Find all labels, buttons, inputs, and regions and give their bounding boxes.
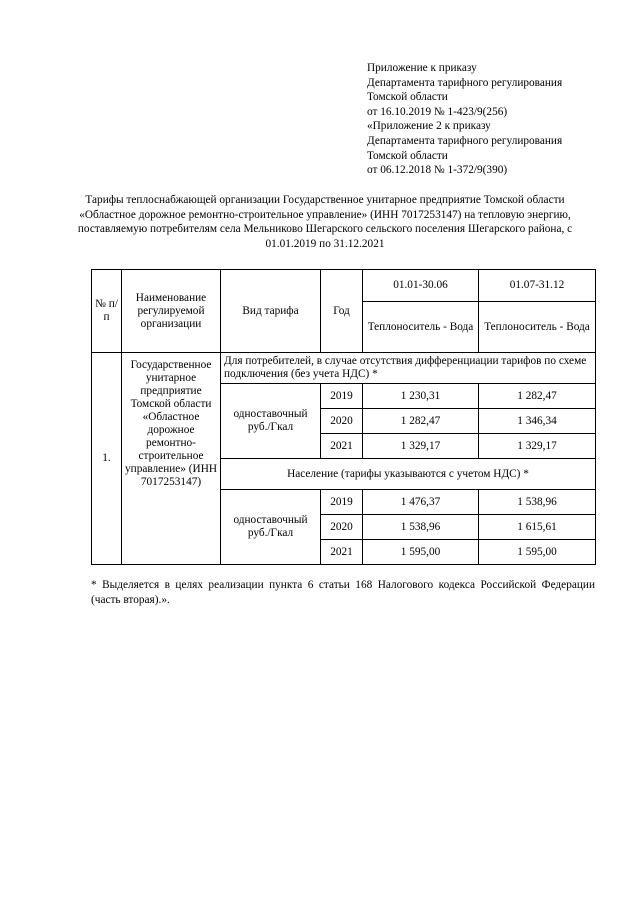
year-cell: 2021 xyxy=(321,434,363,459)
appendix-header xyxy=(367,61,627,178)
section-title: Для потребителей, в случае отсутствия дифференциации тарифов по схеме подключения (без учета НДС) * xyxy=(221,353,596,384)
header-line: «Приложение 2 к приказу xyxy=(367,120,491,133)
value-cell: 1 282,47 xyxy=(479,384,596,409)
value-cell: 1 230,31 xyxy=(363,384,479,409)
value-cell: 1 329,17 xyxy=(479,434,596,459)
header-line: Департамента тарифного регулирования xyxy=(367,134,563,147)
year-cell: 2019 xyxy=(321,490,363,515)
section-title: Население (тарифы указываются с учетом НДС) * xyxy=(221,459,596,490)
value-cell: 1 538,96 xyxy=(363,515,479,540)
document-title: Тарифы теплоснабжающей организации Государственное унитарное предприятие Томской области «Областное дорожное ремонтно-строительное управление» (ИНН 7017253147) на тепловую энергию, поставляемую потребителям села Мельниково Шегарского сельского поселения Шегарского района, с 01.01.2019 по 31.12.2021 xyxy=(77,194,573,250)
header-period-1: 01.01-30.06 xyxy=(363,270,479,302)
header-year: Год xyxy=(321,270,363,353)
header-line: Томской области xyxy=(367,91,448,104)
value-cell: 1 329,17 xyxy=(363,434,479,459)
header-organization: Наименование регулируемой организации xyxy=(122,270,221,353)
footnote: * Выделяется в целях реализации пункта 6 статьи 168 Налогового кодекса Российской Федерации (часть вторая).». xyxy=(91,579,595,606)
value-cell: 1 282,47 xyxy=(363,409,479,434)
header-line: Томской области xyxy=(367,149,448,162)
table-header-row xyxy=(92,270,596,302)
header-line: Приложение к приказу xyxy=(367,62,477,74)
value-cell: 1 615,61 xyxy=(479,515,596,540)
value-cell: 1 595,00 xyxy=(363,540,479,565)
tariff-kind: одноставочный руб./Гкал xyxy=(221,384,321,459)
header-medium-1: Теплоноситель - Вода xyxy=(363,302,479,353)
value-cell: 1 595,00 xyxy=(479,540,596,565)
year-cell: 2020 xyxy=(321,409,363,434)
value-cell: 1 538,96 xyxy=(479,490,596,515)
header-number: № п/п xyxy=(92,270,122,353)
year-cell: 2020 xyxy=(321,515,363,540)
tariff-table xyxy=(91,269,596,565)
section-title-row xyxy=(92,353,596,384)
value-cell: 1 476,37 xyxy=(363,490,479,515)
tariff-kind: одноставочный руб./Гкал xyxy=(221,490,321,565)
header-line: от 06.12.2018 № 1-372/9(390) xyxy=(367,164,508,177)
header-period-2: 01.07-31.12 xyxy=(479,270,596,302)
row-number: 1. xyxy=(92,353,122,565)
organization-name: Государственное унитарное предприятие Томской области «Областное дорожное ремонтно-строительное управление» (ИНН 7017253147) xyxy=(122,353,221,565)
year-cell: 2019 xyxy=(321,384,363,409)
header-line: от 16.10.2019 № 1-423/9(256) xyxy=(367,105,508,118)
year-cell: 2021 xyxy=(321,540,363,565)
header-line: Департамента тарифного регулирования xyxy=(367,76,563,89)
header-tariff-type: Вид тарифа xyxy=(221,270,321,353)
value-cell: 1 346,34 xyxy=(479,409,596,434)
header-medium-2: Теплоноситель - Вода xyxy=(479,302,596,353)
